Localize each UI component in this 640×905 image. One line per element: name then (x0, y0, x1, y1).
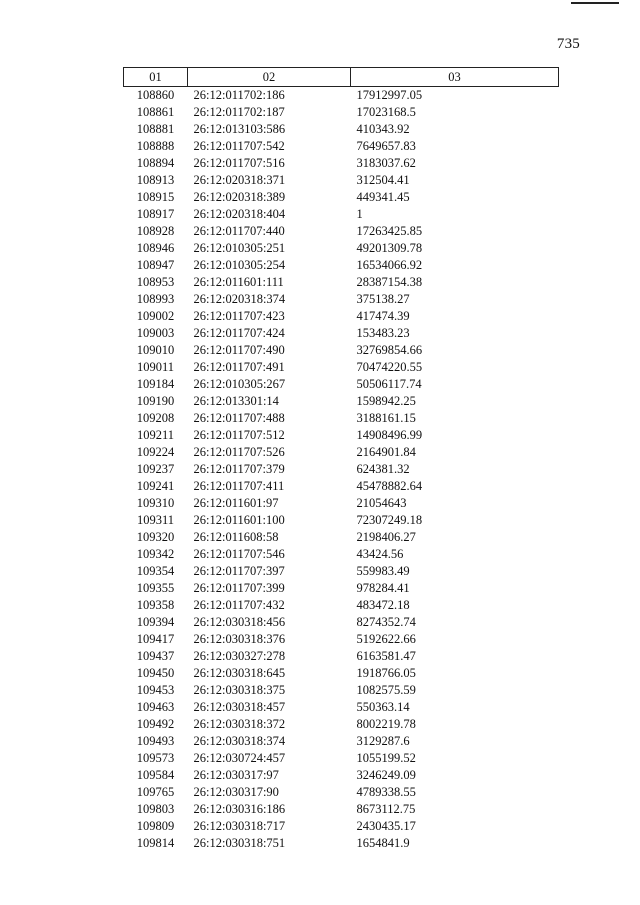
row-id-cell: 109450 (136, 666, 175, 680)
row-id-cell: 109208 (136, 411, 175, 425)
table-row (124, 393, 559, 410)
table-row (124, 529, 559, 546)
value-cell: 2198406.27 (356, 530, 416, 544)
table-row (124, 461, 559, 478)
cadastral-number-cell: 26:12:010305:267 (193, 377, 286, 391)
table-row (124, 512, 559, 529)
value-cell: 14908496.99 (356, 428, 423, 442)
value-cell: 375138.27 (356, 292, 410, 306)
row-id-cell: 109584 (136, 768, 175, 782)
row-id-cell: 109809 (136, 819, 175, 833)
table-row (124, 206, 559, 223)
cadastral-number-cell: 26:12:010305:254 (193, 258, 286, 272)
cadastral-number-cell: 26:12:030318:456 (193, 615, 286, 629)
cadastral-number-cell: 26:12:011702:186 (193, 88, 285, 102)
value-cell: 483472.18 (356, 598, 410, 612)
row-id-cell: 109320 (136, 530, 175, 544)
row-id-cell: 108894 (136, 156, 175, 170)
row-id-cell: 109394 (136, 615, 175, 629)
table-row (124, 546, 559, 563)
row-id-cell: 108913 (136, 173, 175, 187)
cadastral-number-cell: 26:12:011707:379 (193, 462, 285, 476)
cadastral-number-cell: 26:12:011707:491 (193, 360, 285, 374)
table-row (124, 563, 559, 580)
value-cell: 6163581.47 (356, 649, 416, 663)
table-row (124, 104, 559, 121)
value-cell: 550363.14 (356, 700, 410, 714)
value-cell: 8002219.78 (356, 717, 416, 731)
value-cell: 1 (356, 207, 363, 221)
table-row (124, 750, 559, 767)
table-row (124, 172, 559, 189)
table-row (124, 359, 559, 376)
row-id-cell: 109493 (136, 734, 175, 748)
row-id-cell: 109011 (136, 360, 175, 374)
cadastral-number-cell: 26:12:011601:100 (193, 513, 285, 527)
row-id-cell: 109342 (136, 547, 175, 561)
cadastral-number-cell: 26:12:030318:457 (193, 700, 286, 714)
cadastral-number-cell: 26:12:030318:645 (193, 666, 286, 680)
value-cell: 17263425.85 (356, 224, 423, 238)
row-id-cell: 109814 (136, 836, 175, 850)
table-row (124, 835, 559, 852)
cadastral-number-cell: 26:12:030327:278 (193, 649, 286, 663)
cadastral-number-cell: 26:12:011707:411 (193, 479, 285, 493)
row-id-cell: 109358 (136, 598, 175, 612)
value-cell: 559983.49 (356, 564, 410, 578)
cadastral-number-cell: 26:12:013103:586 (193, 122, 286, 136)
table-row (124, 699, 559, 716)
row-id-cell: 108928 (136, 224, 175, 238)
table-row (124, 631, 559, 648)
cadastral-number-cell: 26:12:011608:58 (193, 530, 279, 544)
value-cell: 312504.41 (356, 173, 410, 187)
cadastral-number-cell: 26:12:013301:14 (193, 394, 279, 408)
header-cell-01: 01 (124, 68, 188, 87)
table-row (124, 410, 559, 427)
row-id-cell: 109417 (136, 632, 175, 646)
cadastral-number-cell: 26:12:011707:512 (193, 428, 285, 442)
value-cell: 1055199.52 (356, 751, 416, 765)
table-row (124, 665, 559, 682)
page-number: 735 (556, 36, 580, 52)
value-cell: 3129287.6 (356, 734, 410, 748)
table-row (124, 87, 559, 105)
table-row (124, 784, 559, 801)
data-table (123, 67, 559, 852)
value-cell: 32769854.66 (356, 343, 423, 357)
row-id-cell: 109224 (136, 445, 175, 459)
row-id-cell: 109184 (136, 377, 175, 391)
value-cell: 5192622.66 (356, 632, 416, 646)
value-cell: 45478882.64 (356, 479, 423, 493)
value-cell: 16534066.92 (356, 258, 423, 272)
table-row (124, 308, 559, 325)
cadastral-number-cell: 26:12:011707:542 (193, 139, 285, 153)
table-row (124, 240, 559, 257)
row-id-cell: 109355 (136, 581, 175, 595)
value-cell: 4789338.55 (356, 785, 416, 799)
table-row (124, 223, 559, 240)
table-row (124, 427, 559, 444)
table-row (124, 138, 559, 155)
cadastral-number-cell: 26:12:020318:371 (193, 173, 286, 187)
value-cell: 2430435.17 (356, 819, 416, 833)
value-cell: 153483.23 (356, 326, 410, 340)
value-cell: 43424.56 (356, 547, 404, 561)
row-id-cell: 109311 (136, 513, 175, 527)
table-row (124, 121, 559, 138)
row-id-cell: 109241 (136, 479, 175, 493)
cadastral-number-cell: 26:12:011707:424 (193, 326, 285, 340)
value-cell: 410343.92 (356, 122, 410, 136)
cadastral-number-cell: 26:12:030316:186 (193, 802, 286, 816)
row-id-cell: 108946 (136, 241, 175, 255)
row-id-cell: 109463 (136, 700, 175, 714)
row-id-cell: 109492 (136, 717, 175, 731)
cadastral-number-cell: 26:12:030317:97 (193, 768, 279, 782)
table-row (124, 189, 559, 206)
table-row (124, 767, 559, 784)
cadastral-number-cell: 26:12:011707:399 (193, 581, 285, 595)
row-id-cell: 109002 (136, 309, 175, 323)
table-row (124, 274, 559, 291)
value-cell: 1654841.9 (356, 836, 410, 850)
value-cell: 3183037.62 (356, 156, 416, 170)
cadastral-number-cell: 26:12:030318:376 (193, 632, 286, 646)
row-id-cell: 109310 (136, 496, 175, 510)
value-cell: 1598942.25 (356, 394, 416, 408)
row-id-cell: 108953 (136, 275, 175, 289)
table-row (124, 325, 559, 342)
cadastral-number-cell: 26:12:011707:516 (193, 156, 285, 170)
row-id-cell: 108888 (136, 139, 175, 153)
cadastral-number-cell: 26:12:011707:488 (193, 411, 285, 425)
cadastral-number-cell: 26:12:020318:389 (193, 190, 286, 204)
table-body (124, 87, 559, 853)
value-cell: 624381.32 (356, 462, 410, 476)
table-row (124, 580, 559, 597)
table-header (124, 68, 559, 87)
table-row (124, 257, 559, 274)
cadastral-number-cell: 26:12:010305:251 (193, 241, 286, 255)
row-id-cell: 108860 (136, 88, 175, 102)
table-row (124, 716, 559, 733)
value-cell: 417474.39 (356, 309, 410, 323)
row-id-cell: 109190 (136, 394, 175, 408)
cadastral-number-cell: 26:12:030318:372 (193, 717, 286, 731)
value-cell: 449341.45 (356, 190, 410, 204)
row-id-cell: 109010 (136, 343, 175, 357)
value-cell: 2164901.84 (356, 445, 416, 459)
table-row (124, 648, 559, 665)
value-cell: 72307249.18 (356, 513, 423, 527)
row-id-cell: 109211 (136, 428, 175, 442)
table-row (124, 597, 559, 614)
cadastral-number-cell: 26:12:011707:432 (193, 598, 285, 612)
row-id-cell: 108917 (136, 207, 175, 221)
cadastral-number-cell: 26:12:011702:187 (193, 105, 285, 119)
cadastral-number-cell: 26:12:030317:90 (193, 785, 279, 799)
table-row (124, 801, 559, 818)
value-cell: 17912997.05 (356, 88, 423, 102)
value-cell: 17023168.5 (356, 105, 416, 119)
table-row (124, 444, 559, 461)
cadastral-number-cell: 26:12:011707:546 (193, 547, 285, 561)
header-cell-03: 03 (351, 68, 559, 87)
cadastral-number-cell: 26:12:011707:526 (193, 445, 285, 459)
table-row (124, 614, 559, 631)
table-row (124, 342, 559, 359)
cadastral-number-cell: 26:12:011601:97 (193, 496, 279, 510)
row-id-cell: 109573 (136, 751, 175, 765)
row-id-cell: 108915 (136, 190, 175, 204)
row-id-cell: 108993 (136, 292, 175, 306)
value-cell: 3246249.09 (356, 768, 416, 782)
top-rule (571, 2, 619, 4)
row-id-cell: 109237 (136, 462, 175, 476)
value-cell: 3188161.15 (356, 411, 416, 425)
cadastral-number-cell: 26:12:020318:374 (193, 292, 286, 306)
value-cell: 8274352.74 (356, 615, 416, 629)
header-cell-02: 02 (188, 68, 351, 87)
value-cell: 49201309.78 (356, 241, 423, 255)
table-row (124, 495, 559, 512)
cadastral-number-cell: 26:12:011707:397 (193, 564, 285, 578)
header-row (124, 68, 559, 87)
value-cell: 7649657.83 (356, 139, 416, 153)
cadastral-number-cell: 26:12:011601:111 (193, 275, 284, 289)
cadastral-number-cell: 26:12:020318:404 (193, 207, 286, 221)
table-row (124, 682, 559, 699)
value-cell: 1918766.05 (356, 666, 416, 680)
table-row (124, 478, 559, 495)
row-id-cell: 109003 (136, 326, 175, 340)
row-id-cell: 108881 (136, 122, 175, 136)
cadastral-number-cell: 26:12:030318:751 (193, 836, 286, 850)
table-row (124, 155, 559, 172)
row-id-cell: 109354 (136, 564, 175, 578)
table-row (124, 291, 559, 308)
cadastral-number-cell: 26:12:030318:375 (193, 683, 286, 697)
cadastral-number-cell: 26:12:011707:490 (193, 343, 285, 357)
cadastral-number-cell: 26:12:030318:717 (193, 819, 286, 833)
table-row (124, 733, 559, 750)
value-cell: 1082575.59 (356, 683, 416, 697)
cadastral-number-cell: 26:12:011707:423 (193, 309, 285, 323)
value-cell: 28387154.38 (356, 275, 423, 289)
row-id-cell: 108861 (136, 105, 175, 119)
value-cell: 50506117.74 (356, 377, 422, 391)
row-id-cell: 109453 (136, 683, 175, 697)
cadastral-number-cell: 26:12:011707:440 (193, 224, 285, 238)
row-id-cell: 109437 (136, 649, 175, 663)
value-cell: 8673112.75 (356, 802, 416, 816)
cadastral-number-cell: 26:12:030318:374 (193, 734, 286, 748)
cadastral-number-cell: 26:12:030724:457 (193, 751, 286, 765)
row-id-cell: 108947 (136, 258, 175, 272)
value-cell: 978284.41 (356, 581, 410, 595)
row-id-cell: 109803 (136, 802, 175, 816)
value-cell: 21054643 (356, 496, 407, 510)
row-id-cell: 109765 (136, 785, 175, 799)
table-row (124, 376, 559, 393)
value-cell: 70474220.55 (356, 360, 423, 374)
table-row (124, 818, 559, 835)
